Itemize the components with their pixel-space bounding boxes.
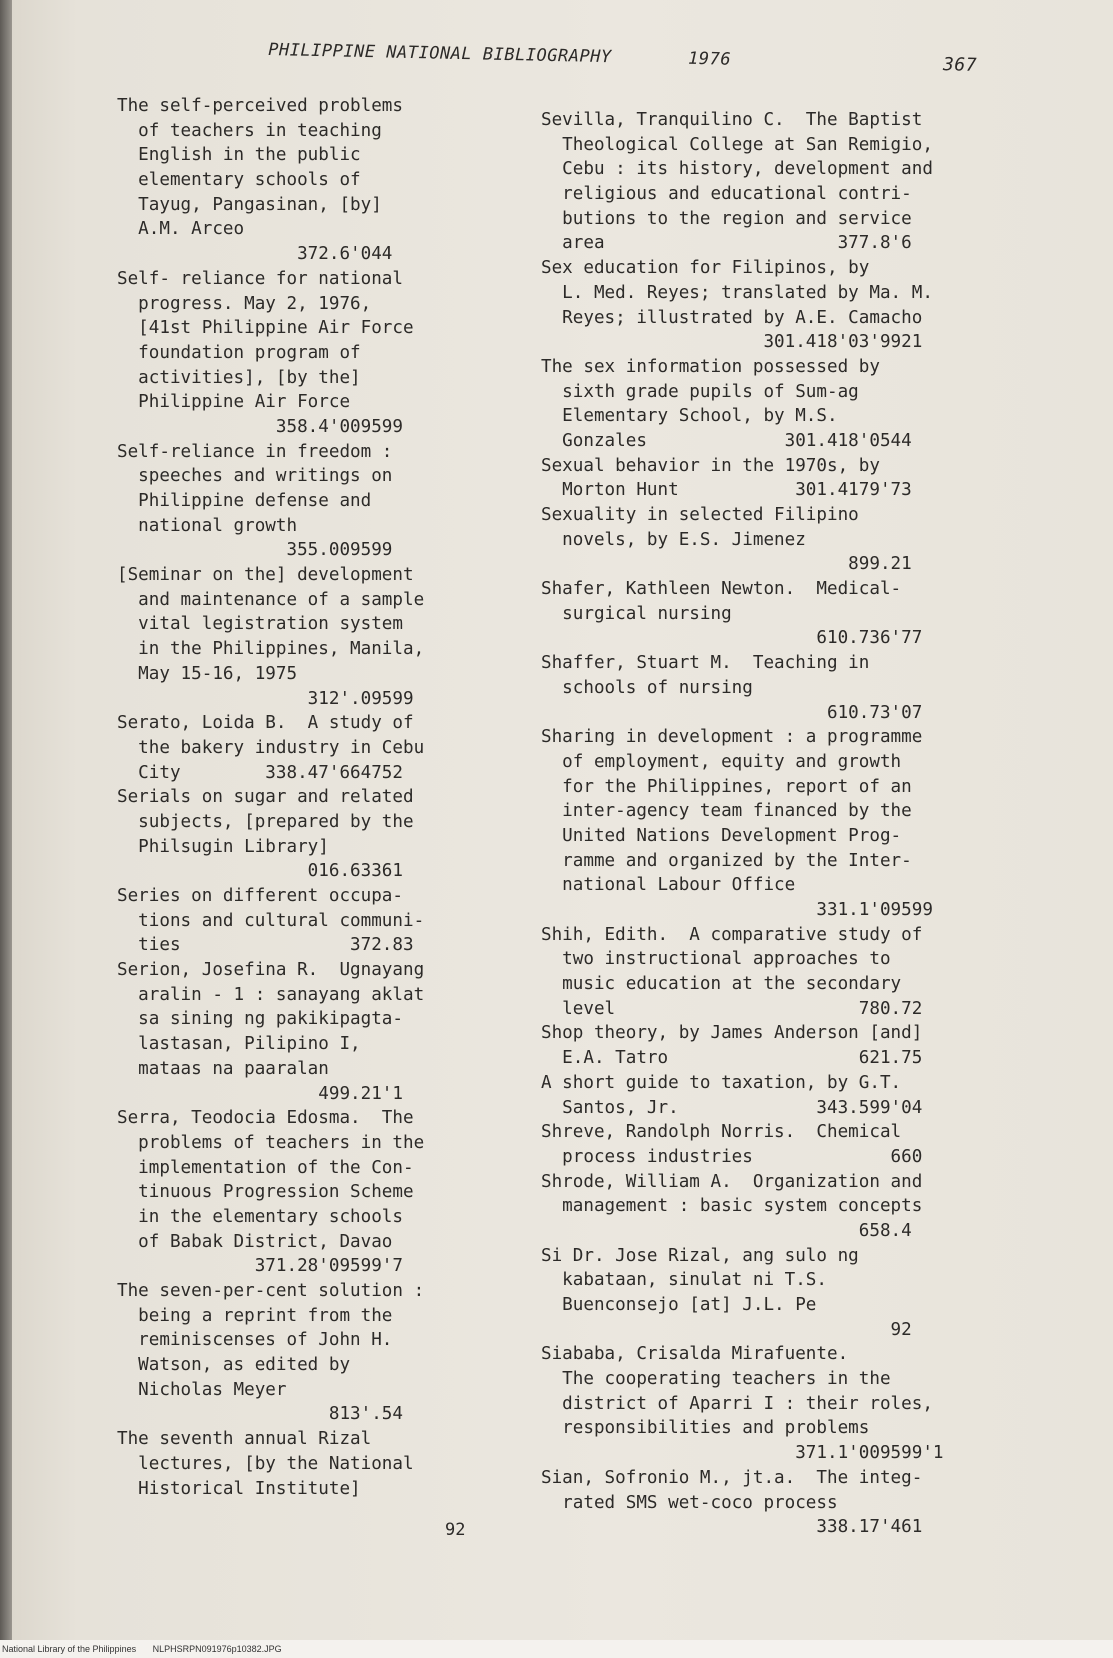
entry-line: Santos, Jr. 343.599'04 xyxy=(541,1097,923,1118)
entry-line: in the elementary schools xyxy=(117,1206,403,1227)
entry-line: responsibilities and problems xyxy=(541,1418,870,1439)
entry-line: Shih, Edith. A comparative study of xyxy=(541,924,923,945)
entry-line: activities], [by the] xyxy=(117,367,361,388)
binding-gutter xyxy=(0,0,12,1658)
entry-line: Shop theory, by James Anderson [and] xyxy=(541,1023,923,1044)
entry-line: for the Philippines, report of an xyxy=(541,776,912,797)
entry-line: ramme and organized by the Inter- xyxy=(541,850,912,871)
entry-line: Historical Institute] xyxy=(117,1478,361,1499)
entry-line: Sevilla, Tranquilino C. The Baptist xyxy=(541,110,923,130)
entry-line: Watson, as edited by xyxy=(117,1355,351,1376)
entry-line: being a reprint from the xyxy=(117,1305,393,1326)
entry-line: 016.63361 xyxy=(117,861,403,882)
entry-line: problems of teachers in the xyxy=(117,1132,425,1153)
entry-line: English in the public xyxy=(117,145,361,166)
entry-line: tinuous Progression Scheme xyxy=(117,1182,414,1203)
scan-info-strip xyxy=(0,1640,1113,1658)
entry-line: in the Philippines, Manila, xyxy=(117,639,425,660)
entry-line: Serion, Josefina R. Ugnayang xyxy=(117,960,425,981)
entry-line: E.A. Tatro 621.75 xyxy=(541,1048,923,1069)
entry-line: rated SMS wet-coco process xyxy=(541,1492,838,1513)
entry-line: aralin - 1 : sanayang aklat xyxy=(117,984,425,1005)
entry-line: Theological College at San Remigio, xyxy=(541,134,933,155)
entry-line: 813'.54 xyxy=(117,1404,403,1425)
entry-line: 372.6'044 xyxy=(117,244,393,265)
entry-line: lastasan, Pilipino I, xyxy=(117,1034,361,1055)
header-year: 1976 xyxy=(687,48,732,70)
entry-line: sixth grade pupils of Sum-ag xyxy=(541,381,859,402)
entry-line: L. Med. Reyes; translated by Ma. M. xyxy=(541,282,933,303)
entry-line: May 15-16, 1975 xyxy=(117,663,298,684)
entry-line: Serato, Loida B. A study of xyxy=(117,713,414,734)
entry-line: 358.4'009599 xyxy=(117,416,403,437)
entry-line: novels, by E.S. Jimenez xyxy=(541,529,806,550)
entry-line: butions to the region and service xyxy=(541,208,912,229)
entry-line: Nicholas Meyer xyxy=(117,1379,287,1400)
entry-line: lectures, [by the National xyxy=(117,1453,414,1474)
entry-line: The self-perceived problems xyxy=(117,96,403,116)
entry-line: United Nations Development Prog- xyxy=(541,825,902,846)
entry-line: of employment, equity and growth xyxy=(541,751,902,772)
entry-line: Self-reliance in freedom : xyxy=(117,441,393,462)
entry-line: A.M. Arceo xyxy=(117,219,245,240)
entry-line: 338.17'461 xyxy=(541,1517,923,1538)
entry-line: management : basic system concepts xyxy=(541,1196,923,1217)
entry-line: elementary schools of xyxy=(117,170,361,191)
page-number: 367 xyxy=(942,54,978,76)
entry-line: 610.73'07 xyxy=(541,702,923,723)
entry-line: national Labour Office xyxy=(541,875,796,896)
entry-line: Cebu : its history, development and xyxy=(541,159,933,180)
entry-line: progress. May 2, 1976, xyxy=(117,293,372,314)
entry-line: Sian, Sofronio M., jt.a. The integ- xyxy=(541,1467,923,1488)
entry-line: Series on different occupa- xyxy=(117,886,403,906)
entry-line: speeches and writings on xyxy=(117,466,393,487)
left-column xyxy=(117,94,424,1501)
entry-line: 312'.09599 xyxy=(117,688,414,709)
entry-line: surgical nursing xyxy=(541,603,732,624)
entry-line: The seventh annual Rizal xyxy=(117,1429,372,1450)
entry-line: foundation program of xyxy=(117,342,361,363)
entry-line: Sexuality in selected Filipino xyxy=(541,505,859,525)
entry-line: reminiscenses of John H. xyxy=(117,1330,393,1351)
entry-line: ties 372.83 xyxy=(117,935,414,956)
entry-line: religious and educational contri- xyxy=(541,184,912,205)
entry-line: of teachers in teaching xyxy=(117,120,382,141)
entry-line: [41st Philippine Air Force xyxy=(117,318,414,339)
entry-line: 499.21'1 xyxy=(117,1083,403,1104)
entry-line: Serials on sugar and related xyxy=(117,787,414,808)
entry-line: The cooperating teachers in the xyxy=(541,1369,891,1390)
entry-line: national growth xyxy=(117,515,298,536)
entry-line: 301.418'03'9921 xyxy=(541,332,923,353)
left-footer-number: 92 xyxy=(445,1520,466,1540)
entry-line: 371.1'009599'1 xyxy=(541,1443,944,1464)
entry-line: music education at the secondary xyxy=(541,974,902,995)
entry-line: the bakery industry in Cebu xyxy=(117,737,425,758)
entry-line: Shreve, Randolph Norris. Chemical xyxy=(541,1122,902,1143)
entry-line: Buenconsejo [at] J.L. Pe xyxy=(541,1295,817,1315)
entry-line: 92 xyxy=(541,1319,912,1340)
entry-line: area 377.8'6 xyxy=(541,233,912,254)
entry-line: schools of nursing xyxy=(541,677,753,698)
entry-line: Si Dr. Jose Rizal, ang sulo ng xyxy=(541,1245,859,1266)
entry-line: 331.1'09599 xyxy=(541,900,933,920)
entry-line: A short guide to taxation, by G.T. xyxy=(541,1072,902,1093)
entry-line: Serra, Teodocia Edosma. The xyxy=(117,1108,414,1129)
entry-line: Shafer, Kathleen Newton. Medical- xyxy=(541,579,902,600)
right-column xyxy=(541,108,944,1540)
entry-line: level 780.72 xyxy=(541,998,923,1019)
entry-line: Sexual behavior in the 1970s, by xyxy=(541,455,880,476)
entry-line: process industries 660 xyxy=(541,1146,923,1167)
entry-line: district of Aparri I : their roles, xyxy=(541,1393,933,1414)
entry-line: Tayug, Pangasinan, [by] xyxy=(117,194,382,215)
entry-line: Shaffer, Stuart M. Teaching in xyxy=(541,653,870,674)
entry-line: 610.736'77 xyxy=(541,628,923,649)
entry-line: two instructional approaches to xyxy=(541,949,891,970)
entry-line: subjects, [prepared by the xyxy=(117,811,414,832)
entry-line: tions and cultural communi- xyxy=(117,910,425,931)
entry-line: City 338.47'664752 xyxy=(117,762,403,783)
entry-line: implementation of the Con- xyxy=(117,1157,414,1178)
entry-line: [Seminar on the] development xyxy=(117,565,414,586)
entry-line: kabataan, sinulat ni T.S. xyxy=(541,1270,827,1291)
entry-line: Philippine Air Force xyxy=(117,392,351,413)
scan-institution: National Library of the Philippines xyxy=(2,1644,137,1654)
entry-line: 355.009599 xyxy=(117,540,393,561)
entry-line: Self- reliance for national xyxy=(117,268,403,289)
header-title: PHILIPPINE NATIONAL BIBLIOGRAPHY xyxy=(268,40,612,68)
entry-line: sa sining ng pakikipagta- xyxy=(117,1009,403,1030)
entry-line: The seven-per-cent solution : xyxy=(117,1281,425,1301)
entry-line: Sex education for Filipinos, by xyxy=(541,258,870,279)
entry-line: and maintenance of a sample xyxy=(117,589,425,610)
entry-line: The sex information possessed by xyxy=(541,356,880,377)
entry-line: of Babak District, Davao xyxy=(117,1231,393,1252)
entry-line: Morton Hunt 301.4179'73 xyxy=(541,480,912,501)
entry-line: vital legistration system xyxy=(117,614,403,635)
entry-line: 899.21 xyxy=(541,554,912,575)
entry-line: mataas na paaralan xyxy=(117,1058,329,1079)
scan-file-id: NLPHSRPN091976p10382.JPG xyxy=(152,1644,282,1654)
entry-line: Gonzales 301.418'0544 xyxy=(541,430,912,451)
entry-line: 371.28'09599'7 xyxy=(117,1256,403,1277)
entry-line: Shrode, William A. Organization and xyxy=(541,1171,923,1192)
entry-line: Reyes; illustrated by A.E. Camacho xyxy=(541,307,923,328)
entry-line: inter-agency team financed by the xyxy=(541,801,912,822)
entry-line: Elementary School, by M.S. xyxy=(541,406,838,427)
entry-line: Philsugin Library] xyxy=(117,836,329,857)
entry-line: Siababa, Crisalda Mirafuente. xyxy=(541,1344,849,1365)
entry-line: 658.4 xyxy=(541,1220,912,1241)
entry-line: Philippine defense and xyxy=(117,491,372,511)
entry-line: Sharing in development : a programme xyxy=(541,727,923,748)
